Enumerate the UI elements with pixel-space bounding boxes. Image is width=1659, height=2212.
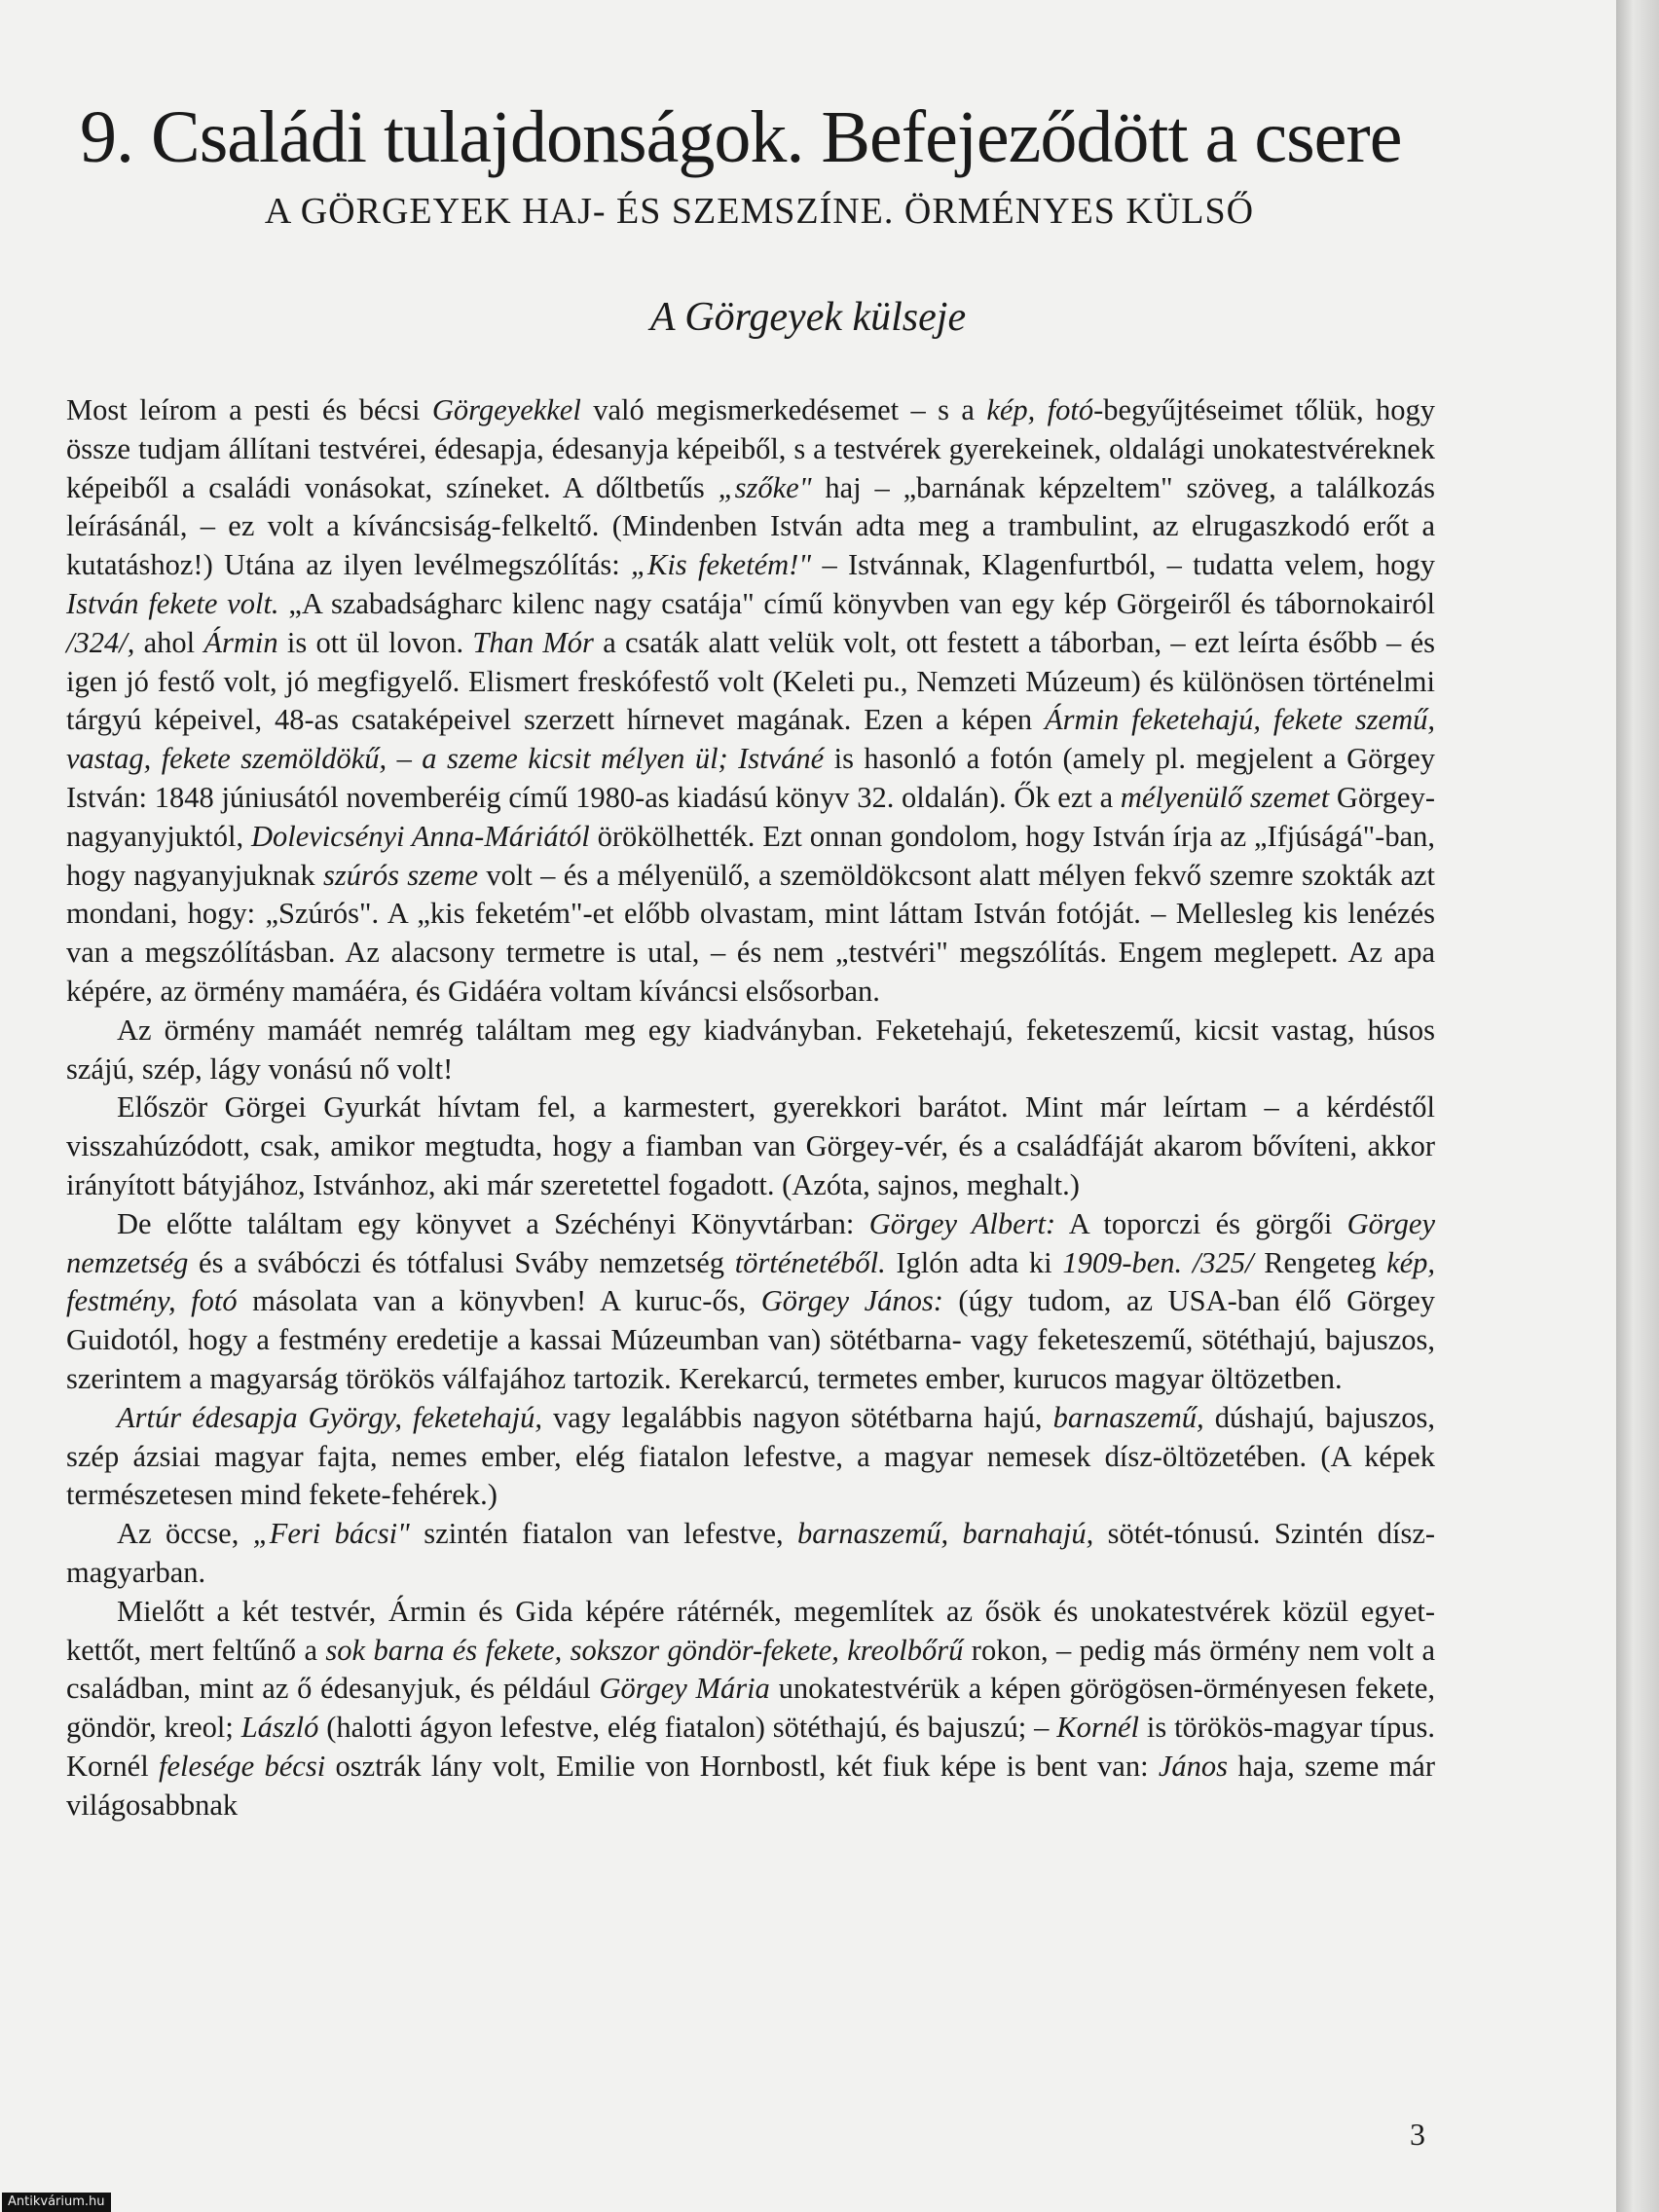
text-run: a csaták alatt velük volt, ott festett a táborban, – ezt leírta ésőbb – és igen jó festő volt, jó megfigyelő. Elismert freskófestő volt (Keleti pu., Nemzeti Múzeum) és különösen történelmi tárgyú képeivel, 48-as csataképeivel szerzett hírnevet magának. Ezen a képen	[66, 625, 1435, 737]
text-run: Görgey-nagyanyjuktól,	[66, 780, 1435, 853]
text-run: haja, szeme már világosabbnak	[66, 1749, 1435, 1822]
italic-text: István fekete volt.	[66, 586, 279, 620]
paragraph	[66, 1399, 1435, 1515]
text-run: másolata van a könyvben! A kuruc-ős,	[237, 1284, 761, 1318]
text-run: Először Görgei Gyurkát hívtam fel, a karmestert, gyerekkori barátot. Mint már leírtam – a kérdéstől visszahúzódott, csak, amikor megtudta, hogy a fiamban van Görgey-vér, és a családfáját akarom bővíteni, akkor irányított bátyjához, Istvánhoz, aki már szeretettel fogadott. (Azóta, sajnos, meghalt.)	[66, 1090, 1435, 1201]
paragraph	[66, 1515, 1435, 1593]
italic-text: /324/,	[66, 625, 135, 659]
text-run: volt – és a mélyenülő, a szemöldökcsont alatt mélyen fekvő szemre szokták azt mondani, hogy: „Szúrós". A „kis feketém"-et előbb olvastam, mint láttam István fotóját. – Mellesleg kis lenézés van a megszólításban. Az alacsony termetre is utal, – és nem „testvéri" megszólítás. Engem meglepett. Az apa képére, az örmény mamáéra, és Gidáéra voltam kíváncsi elsősorban.	[66, 858, 1435, 1008]
body-text	[66, 391, 1435, 1825]
text-run: „A szabadságharc kilenc nagy csatája" című könyvben van egy kép Görgeiről és tábornokairól	[278, 586, 1435, 620]
watermark: Antikvárium.hu	[2, 2193, 111, 2212]
italic-text: barnaszemű,	[1052, 1400, 1204, 1434]
italic-text: Artúr édesapja György, feketehajú,	[117, 1400, 542, 1434]
text-run: Mielőtt a két testvér, Ármin és Gida képére rátérnék, megemlítek az ősök és unokatestvérek közül egyet-kettőt, mert feltűnő a	[66, 1594, 1435, 1667]
text-run: is ott ül lovon.	[277, 625, 473, 659]
italic-text: László	[240, 1711, 319, 1745]
italic-text: történetéből.	[734, 1245, 886, 1279]
italic-text: János	[1158, 1749, 1229, 1783]
text-run: -begyűjtéseimet tőlük, hogy össze tudjam állítani testvérei, édesapja, édesanyja képeiből, s a testvérek gyerekeinek, oldalági unokatestvéreknek képeiből a családi vonásokat, színeket. A dőltbetűs	[66, 393, 1435, 504]
text-run: Most leírom a pesti és bécsi	[66, 393, 432, 426]
italic-text: Dolevicsényi Anna-Máriától	[250, 819, 590, 853]
italic-text: Ármin	[203, 625, 278, 659]
italic-text: szúrós szeme	[322, 858, 479, 892]
text-run: való megismerkedésemet – s a	[580, 393, 987, 426]
chapter-subtitle: A GÖRGEYEK HAJ- ÉS SZEMSZÍNE. ÖRMÉNYES KÜLSŐ	[264, 191, 1255, 232]
italic-text: Than Mór	[472, 625, 594, 659]
text-run: rokon, – pedig más örmény nem volt a családban, mint az ő édesanyjuk, és például	[66, 1633, 1436, 1706]
italic-text: „Feri bácsi"	[252, 1517, 410, 1551]
italic-text: barnaszemű, barnahajú,	[797, 1517, 1094, 1551]
italic-text: kép, fotó	[986, 393, 1094, 426]
text-run: ahol	[134, 625, 204, 659]
text-run: A toporczi és görgői	[1055, 1206, 1347, 1240]
text-run: Az öccse,	[117, 1517, 253, 1551]
italic-text: Ármin feketehajú, fekete szemű, vastag, fekete szemöldökű, – a szeme kicsit mélyen ül; Istváné	[66, 703, 1435, 776]
italic-text: felesége bécsi	[159, 1749, 326, 1783]
italic-text: Görgeyekkel	[431, 393, 581, 426]
italic-text: Kornél	[1056, 1711, 1139, 1745]
italic-text: sok barna és fekete, sokszor göndör-fekete, kreolbőrű	[325, 1633, 964, 1667]
text-run: unokatestvérük a képen görögösen-örményesen fekete, göndör, kreol;	[66, 1672, 1436, 1745]
page-number: 3	[1410, 2117, 1425, 2152]
paragraph	[66, 1205, 1435, 1399]
text-run: örökölhették. Ezt onnan gondolom, hogy István írja az „Ifjúságá"-ban, hogy nagyanyjuknak	[66, 819, 1435, 892]
text-run: és a svábóczi és tótfalusi Sváby nemzetség	[188, 1245, 735, 1279]
paragraph	[66, 1012, 1435, 1089]
page-edge-shadow	[1616, 0, 1659, 2212]
italic-text: Görgey nemzetség	[66, 1206, 1435, 1279]
section-title: A Görgeyek külseje	[649, 295, 967, 340]
italic-text: kép, festmény, fotó	[66, 1245, 1436, 1318]
text-run: haj – „barnának képzeltem" szöveg, a találkozás leírásánál, – ez volt a kíváncsiság-felkeltő. (Mindenben István adta meg a trambulint, az elrugaszkodó erőt a kutatáshoz!) Utána az ilyen levélmegszólítás:	[66, 470, 1435, 582]
text-run: Iglón adta ki	[885, 1245, 1063, 1279]
text-run: osztrák lány volt, Emilie von Hornbostl, két fiuk képe is bent van:	[325, 1749, 1159, 1783]
paragraph	[66, 391, 1435, 1012]
italic-text: 1909-ben. /325/	[1062, 1245, 1254, 1279]
italic-text: mélyenülő szemet	[1120, 780, 1330, 814]
text-run: sötét-tónusú. Szintén dísz-magyarban.	[66, 1517, 1436, 1589]
text-run: is hasonló a fotón (amely pl. megjelent a Görgey István: 1848 júniusától novemberéig című 1980-as kiadású könyv 32. oldalán). Ők ezt a	[66, 742, 1435, 814]
text-run: dúshajú, bajuszos, szép ázsiai magyar fajta, nemes ember, elég fiatalon lefestve, a magyar nemesek dísz-öltözetében. (A képek természetesen mind fekete-fehérek.)	[66, 1400, 1435, 1512]
text-run: Az örmény mamáét nemrég találtam meg egy kiadványban. Feketehajú, feketeszemű, kicsit vastag, húsos szájú, szép, lágy vonású nő volt!	[66, 1013, 1435, 1086]
italic-text: Görgey János:	[760, 1284, 943, 1318]
text-run: De előtte találtam egy könyvet a Széchényi Könyvtárban:	[117, 1206, 869, 1240]
text-run: is törökös-magyar típus. Kornél	[66, 1711, 1435, 1783]
text-run: (úgy tudom, az USA-ban élő Görgey Guidotól, hogy a festmény eredetije a kassai Múzeumban van) sötétbarna- vagy feketeszemű, sötéthajú, bajuszos, szerintem a magyarság törökös válfajához tartozik. Kerekarcú, termetes ember, kurucos magyar öltözetben.	[66, 1284, 1435, 1395]
text-run: (halotti ágyon lefestve, elég fiatalon) sötéthajú, és bajuszú; –	[318, 1711, 1057, 1745]
text-run: – Istvánnak, Klagenfurtból, – tudatta velem, hogy	[811, 548, 1435, 582]
paragraph	[66, 1593, 1435, 1825]
italic-text: „szőke"	[718, 470, 812, 504]
text-run: Rengeteg	[1253, 1245, 1387, 1279]
text-run: vagy legalábbis nagyon sötétbarna hajú,	[541, 1400, 1053, 1434]
italic-text: Görgey Mária	[599, 1672, 770, 1706]
paragraph	[66, 1088, 1435, 1204]
chapter-title: 9. Családi tulajdonságok. Befejeződött a csere	[80, 95, 1402, 178]
text-run: szintén fiatalon van lefestve,	[409, 1517, 798, 1551]
italic-text: „Kis feketém!"	[631, 548, 812, 582]
italic-text: Görgey Albert:	[868, 1206, 1056, 1240]
